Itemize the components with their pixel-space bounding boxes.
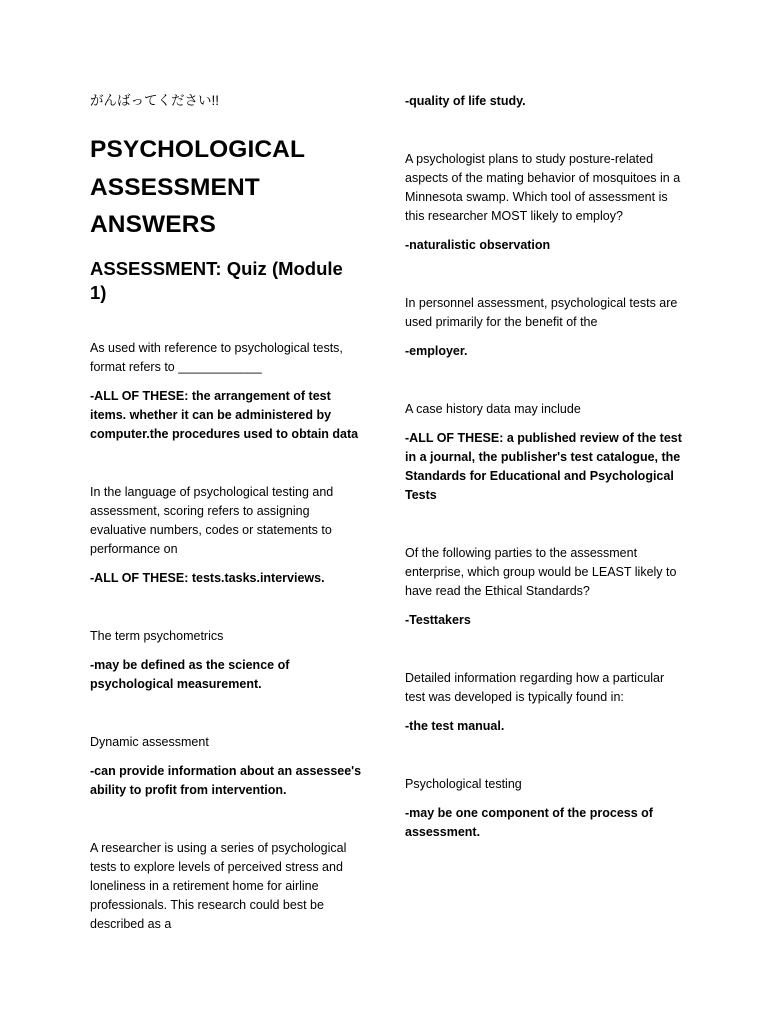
question-text: The term psychometrics <box>90 628 224 643</box>
qa-item <box>90 339 362 444</box>
question-text: Detailed information regarding how a particular test was developed is typically found in: <box>405 671 665 704</box>
answer-text: -may be one component of the process of assessment. <box>405 806 653 839</box>
qa-item <box>405 544 685 630</box>
answer-text: -ALL OF THESE: the arrangement of test items. whether it can be administered by computer.the procedures used to obtain data <box>90 388 359 441</box>
answer-text: -ALL OF THESE: tests.tasks.interviews. <box>90 570 325 585</box>
qa-item <box>405 92 685 111</box>
answer-text: -ALL OF THESE: a published review of the test in a journal, the publisher's test catalogue, the Standards for Educational and Psychological Tests <box>405 431 682 502</box>
answer-text: -quality of life study. <box>405 94 526 108</box>
right-column <box>405 92 685 842</box>
question-text: Of the following parties to the assessment enterprise, which group would be LEAST likely to have read the Ethical Standards? <box>405 546 677 598</box>
question-text: As used with reference to psychological tests, format refers to ____________ <box>90 340 343 374</box>
question-text: A case history data may include <box>405 402 581 416</box>
question-text: Dynamic assessment <box>90 734 209 749</box>
subtitle-text: Quiz (Module 1) <box>90 257 343 303</box>
qa-item <box>405 400 685 505</box>
question-text: In personnel assessment, psychological tests are used primarily for the benefit of the <box>405 296 678 329</box>
qa-item <box>405 775 685 842</box>
qa-item <box>90 483 362 588</box>
section-subtitle <box>90 257 362 305</box>
title-line: ANSWERS <box>90 211 216 238</box>
left-column <box>90 92 362 934</box>
title-line: ASSESSMENT <box>90 173 260 201</box>
question-text: In the language of psychological testing and assessment, scoring refers to assigning evaluative numbers, codes or statements to performance on <box>90 484 334 556</box>
question-text: Psychological testing <box>405 777 522 791</box>
subtitle-label: ASSESSMENT: <box>90 257 222 279</box>
greeting-text: がんばってください!! <box>90 93 220 108</box>
answer-text: -naturalistic observation <box>405 238 551 252</box>
page-title <box>90 131 362 244</box>
answer-text: -may be defined as the science of psychological measurement. <box>90 657 290 691</box>
answer-text: -the test manual. <box>405 719 505 733</box>
qa-item <box>90 733 362 800</box>
title-line: PSYCHOLOGICAL <box>90 136 306 163</box>
qa-item <box>90 627 362 694</box>
answer-text: -employer. <box>405 344 468 358</box>
qa-item <box>90 839 362 934</box>
qa-item <box>405 294 685 361</box>
qa-item <box>405 669 685 736</box>
question-text: A researcher is using a series of psychological tests to explore levels of perceived stress and loneliness in a retirement home for airline professionals. This research could best be described as a <box>90 840 347 931</box>
answer-text: -can provide information about an assessee's ability to profit from intervention. <box>90 763 362 797</box>
question-text: A psychologist plans to study posture-related aspects of the mating behavior of mosquitoes in a Minnesota swamp. Which tool of assessment is this researcher MOST likely to employ? <box>405 152 681 223</box>
qa-item <box>405 150 685 255</box>
answer-text: -Testtakers <box>405 613 471 627</box>
